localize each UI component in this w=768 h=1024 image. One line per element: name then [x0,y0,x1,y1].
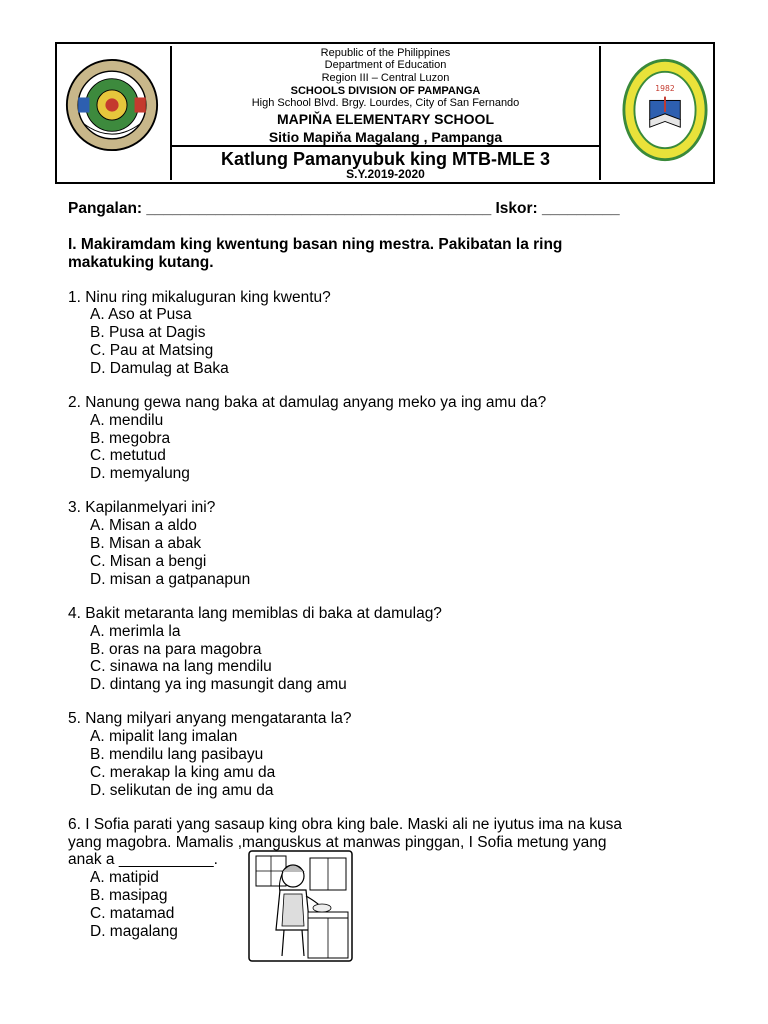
logo-year: 1982 [655,83,675,93]
header-text-block [170,46,601,180]
q1-option-c[interactable]: C. Pau at Matsing [90,342,214,359]
q2-option-d[interactable]: D. memyalung [90,465,190,482]
q2-option-c[interactable]: C. metutud [90,447,166,464]
q2-option-a[interactable]: A. mendilu [90,412,164,429]
q4-option-b[interactable]: B. oras na para magobra [90,641,262,658]
address-line: High School Blvd. Brgy. Lourdes, City of San Fernando [251,97,520,109]
question-6-line-3: anak a ___________. [68,851,218,868]
school-location: Sitio Mapiňa Magalang , Pampanga [268,129,503,145]
school-seal-logo [622,58,708,162]
q4-option-d[interactable]: D. dintang ya ing masungit dang amu [90,676,347,693]
q3-option-b[interactable]: B. Misan a abak [90,535,202,552]
q6-option-b[interactable]: B. masipag [90,887,168,904]
question-1: 1. Ninu ring mikaluguran king kwentu? [68,289,331,306]
republic-line: Republic of the Philippines [320,47,451,59]
department-line: Department of Education [324,59,447,71]
question-2: 2. Nanung gewa nang baka at damulag anyang meko ya ing amu da? [68,394,547,411]
q4-option-a[interactable]: A. merimla la [90,623,181,640]
girl-washing-dishes-illustration [248,850,353,962]
region-line: Region III – Central Luzon [321,72,450,84]
q1-option-b[interactable]: B. Pusa at Dagis [90,324,206,341]
school-year: S.Y.2019-2020 [346,167,425,181]
q3-option-a[interactable]: A. Misan a aldo [90,517,197,534]
exam-title: Katlung Pamanyubuk king MTB-MLE 3 [220,149,551,169]
q1-option-d[interactable]: D. Damulag at Baka [90,360,229,377]
deped-seal-logo [65,58,159,152]
question-6-line-1: 6. I Sofia parati yang sasaup king obra king bale. Maski ali ne iyutus ima na kusa [68,816,623,833]
q5-option-a[interactable]: A. mipalit lang imalan [90,728,238,745]
q6-option-c[interactable]: C. matamad [90,905,175,922]
school-name: MAPIŇA ELEMENTARY SCHOOL [276,111,494,127]
instruction-line-2: makatuking kutang. [68,254,214,271]
q1-option-a[interactable]: A. Aso at Pusa [90,306,192,323]
q5-option-b[interactable]: B. mendilu lang pasibayu [90,746,264,763]
instruction-line-1: I. Makiramdam king kwentung basan ning mestra. Pakibatan la ring [68,236,563,253]
q6-option-d[interactable]: D. magalang [90,923,178,940]
q5-option-c[interactable]: C. merakap la king amu da [90,764,276,781]
q3-option-d[interactable]: D. misan a gatpanapun [90,571,251,588]
q4-option-c[interactable]: C. sinawa na lang mendilu [90,658,272,675]
q3-option-c[interactable]: C. Misan a bengi [90,553,207,570]
header-divider [172,145,599,147]
question-6-line-2: yang magobra. Mamalis ,manguskus at manwas pinggan, I Sofia metung yang [68,834,607,851]
q5-option-d[interactable]: D. selikutan de ing amu da [90,782,274,799]
header-box [55,42,715,184]
q6-option-a[interactable]: A. matipid [90,869,159,886]
name-score-line[interactable]: Pangalan: ________________________________________ Iskor: _________ [68,200,620,217]
division-line: SCHOOLS DIVISION OF PAMPANGA [290,85,481,97]
q2-option-b[interactable]: B. megobra [90,430,171,447]
question-5: 5. Nang milyari anyang mengataranta la? [68,710,352,727]
question-4: 4. Bakit metaranta lang memiblas di baka at damulag? [68,605,442,622]
question-3: 3. Kapilanmelyari ini? [68,499,216,516]
